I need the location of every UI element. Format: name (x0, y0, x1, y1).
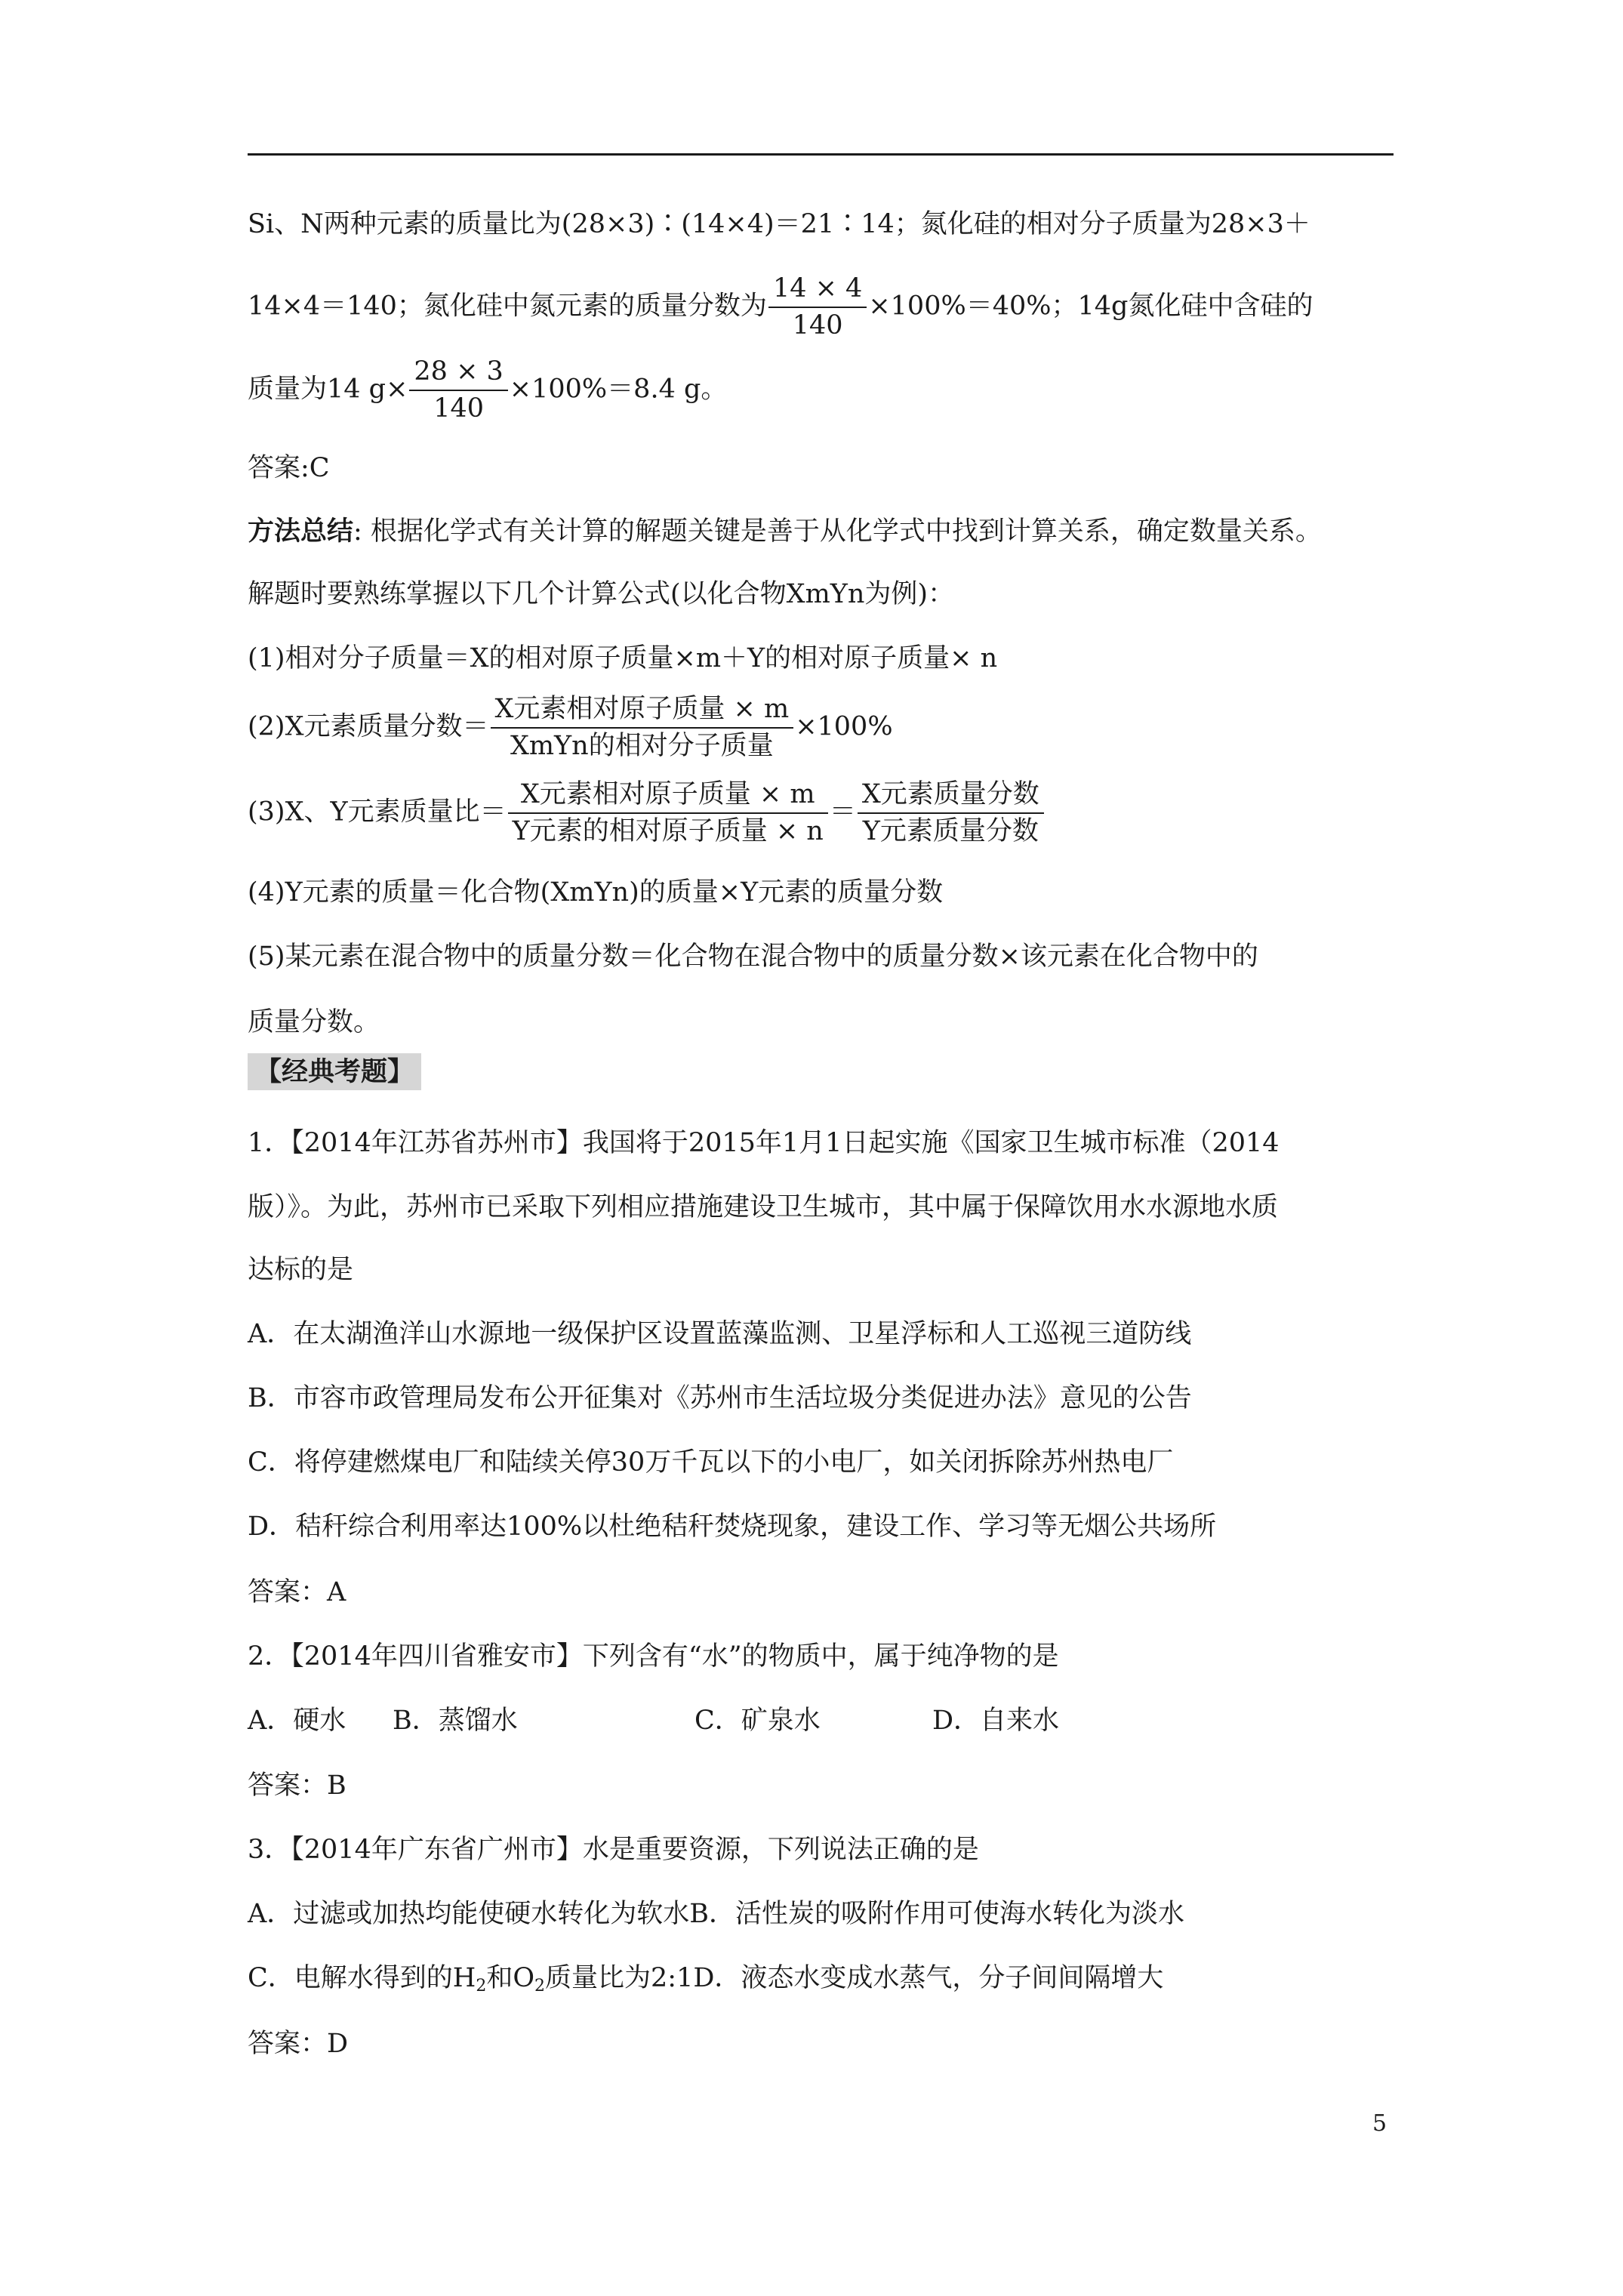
q1-stem-line-1: 1．【2014年江苏省苏州市】我国将于2015年1月1日起实施《国家卫生城市标准（2014 (248, 1128, 1280, 1158)
q3-options-cd (248, 1965, 1163, 1995)
fraction-denominator: Y元素质量分数 (862, 816, 1039, 846)
fraction-denominator: XmYn的相对分子质量 (510, 731, 774, 761)
formula-3-fraction-2 (858, 781, 1044, 845)
q3-option-c-text: C．电解水得到的H (248, 1963, 476, 1993)
q1-option-b: B．市容市政管理局发布公开征集对《苏州市生活垃圾分类促进办法》意见的公告 (248, 1383, 1192, 1413)
q2-option-c: C．矿泉水 (694, 1706, 821, 1736)
section-heading-label: 【经典考题】 (248, 1053, 421, 1090)
method-summary-text: : 根据化学式有关计算的解题关键是善于从化学式中找到计算关系，确定数量关系。 (353, 516, 1322, 547)
q3-answer: 答案：D (248, 2029, 349, 2059)
q2-option-b: B．蒸馏水 (393, 1706, 518, 1736)
q3-options-ab: A．过滤或加热均能使硬水转化为软水B．活性炭的吸附作用可使海水转化为淡水 (248, 1899, 1184, 1929)
solution-line-3-text: 质量为14 g× (248, 374, 408, 405)
fraction-denominator: 140 (433, 393, 484, 424)
q1-stem-line-3: 达标的是 (248, 1255, 354, 1285)
nitrogen-fraction (768, 273, 867, 341)
formula-2-suffix: ×100% (795, 711, 893, 742)
q2-stem: 2．【2014年四川省雅安市】下列含有“水”的物质中，属于纯净物的是 (248, 1641, 1059, 1672)
q2-answer: 答案：B (248, 1771, 346, 1801)
formula-3-equals: ＝ (829, 797, 856, 827)
method-line-2: 解题时要熟练掌握以下几个计算公式(以化合物XmYn为例)： (248, 579, 955, 609)
solution-line-3-text-end: ×100%＝8.4 g。 (509, 374, 728, 405)
q3-stem: 3．【2014年广东省广州市】水是重要资源，下列说法正确的是 (248, 1835, 979, 1865)
q1-option-d: D．秸秆综合利用率达100%以杜绝秸秆焚烧现象，建设工作、学习等无烟公共场所 (248, 1512, 1217, 1542)
q3-option-c-text-3: 质量比为2:1D．液态水变成水蒸气，分子间间隔增大 (545, 1963, 1164, 1993)
formula-1: (1)相对分子质量＝X的相对原子质量×m＋Y的相对原子质量× n (248, 643, 998, 673)
fraction-numerator: 14 × 4 (768, 276, 867, 308)
q1-option-a: A．在太湖渔洋山水源地一级保护区设置蓝藻监测、卫星浮标和人工巡视三道防线 (248, 1319, 1192, 1349)
solution-line-2-text-end: ×100%＝40%；14g氮化硅中含硅的 (868, 291, 1313, 322)
formula-3 (248, 781, 1046, 845)
formula-4: (4)Y元素的质量＝化合物(XmYn)的质量×Y元素的质量分数 (248, 877, 944, 908)
subscript: 2 (476, 1977, 487, 1996)
formula-2-label: (2)X元素质量分数＝ (248, 711, 489, 742)
fraction-numerator: X元素相对原子质量 × m (491, 696, 794, 729)
method-summary (248, 518, 1322, 545)
formula-3-label: (3)X、Y元素质量比＝ (248, 797, 507, 827)
solution-line-2 (248, 273, 1313, 341)
q2-option-d: D．自来水 (932, 1706, 1060, 1736)
formula-2-fraction (491, 696, 794, 760)
q3-option-c-text-2: 和O (486, 1963, 535, 1993)
solution-line-3 (248, 356, 728, 424)
q1-answer: 答案：A (248, 1577, 346, 1607)
method-summary-label: 方法总结 (248, 516, 354, 547)
section-heading (248, 1056, 421, 1087)
formula-2 (248, 696, 893, 760)
formula-5-line-1: (5)某元素在混合物中的质量分数＝化合物在混合物中的质量分数×该元素在化合物中的 (248, 942, 1258, 972)
formula-3-fraction-1 (508, 781, 828, 845)
fraction-numerator: X元素质量分数 (858, 781, 1044, 814)
fraction-numerator: X元素相对原子质量 × m (508, 781, 828, 814)
answer-text: 答案:C (248, 453, 330, 483)
fraction-denominator: 140 (792, 310, 843, 341)
formula-5-line-2: 质量分数。 (248, 1007, 380, 1037)
silicon-fraction (409, 356, 507, 424)
solution-line-1: Si、N两种元素的质量比为(28×3)∶(14×4)＝21∶14；氮化硅的相对分子质量为28×3＋ (248, 209, 1310, 239)
header-rule (248, 153, 1394, 156)
fraction-denominator: Y元素的相对原子质量 × n (512, 816, 824, 846)
subscript: 2 (534, 1977, 546, 1996)
fraction-numerator: 28 × 3 (409, 359, 507, 391)
q1-stem-line-2: 版）》。为此，苏州市已采取下列相应措施建设卫生城市，其中属于保障饮用水水源地水质 (248, 1192, 1279, 1222)
q2-option-a: A．硬水 (248, 1706, 346, 1736)
page-number: 5 (1372, 2110, 1387, 2137)
q1-option-c: C．将停建燃煤电厂和陆续关停30万千瓦以下的小电厂，如关闭拆除苏州热电厂 (248, 1447, 1174, 1478)
solution-line-2-text: 14×4＝140；氮化硅中氮元素的质量分数为 (248, 291, 767, 322)
